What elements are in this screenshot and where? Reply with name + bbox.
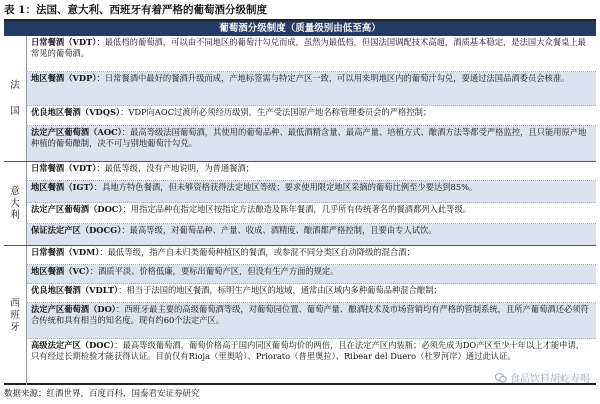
country-char: 西 [10,297,20,309]
grade-text: ：相当于法国的地区餐酒，标明生产地区的地域，通常由区域内多种葡萄品种混合酿制； [118,285,442,295]
country-char: 班 [10,309,20,321]
grade-text: ：西班牙最主要的高级葡萄酒等级，对葡萄园位置、葡萄产量、酿酒技术及市场营销均有严格的管制系统，且所产葡萄酒还必须符合传统和具有相当的知名度。现有约60个法定产区。 [31,304,589,326]
grade-title: 日常餐酒（VDM） [31,247,100,257]
grade-title: 法定产区葡萄酒（DO） [31,304,116,314]
table-row [27,126,596,161]
table-row [27,181,596,203]
grade-title: 保证法定产区（DOCG） [31,225,122,235]
grade-title: 优良地区餐酒（VDLT） [31,285,119,295]
grade-title: 地区餐酒（VC） [31,266,90,276]
grade-text: ：用指定品种在指定地区按指定方法酿造及陈年餐酒，几乎所有传统著名的餐酒都列入此等级。 [122,204,472,214]
table-row [27,72,596,106]
country-char: 牙 [10,321,20,333]
wechat-icon [495,373,507,383]
classification-table [4,19,596,385]
grade-title: 日常餐酒（VDT） [31,37,97,47]
grade-title: 优良地区餐酒（VDQS） [31,107,121,117]
country-char: 国 [10,105,20,117]
section-rows [27,36,596,161]
grade-text: ：日常餐酒中最好的餐酒升级而成，产地标签需与特定产区一致，可以用来明地区内的葡萄汁勾兑，要通过法国品酒委员会核准。 [96,73,570,83]
table-row [27,284,596,303]
grade-title: 地区餐酒（VDP） [31,73,97,83]
country-char: 意 [10,185,20,197]
table-row [27,203,596,224]
watermark [495,370,590,385]
table-row [27,246,596,265]
table-title: 表 1：法国、意大利、西班牙有着严格的葡萄酒分级制度 [4,4,267,16]
country-label-italy [4,162,27,245]
table-row [27,265,596,284]
grade-text: ：最高等级法国葡萄酒，其使用的葡萄品种、最低酒精含量、最高产量、培植方式、酿酒方法等都受严格监控，且只能用原产地种植的葡萄酿制，决不可与别地葡萄汁勾兑。 [31,127,587,149]
table-header: 葡萄酒分级制度（质量级别由低至高） [4,21,596,36]
country-label-france [4,36,27,161]
grade-text: ：酒质平淡、价格低廉，要标出葡萄产区，但没有生产方面的规定。 [89,266,339,276]
table-row [27,106,596,126]
section-italy [4,162,596,246]
grade-text: ：最低档的葡萄酒，可以由不同地区的葡萄汁勾兑而成，虽然为最低档，但国法国调配技术高超，酒质基本稳定，是法国大众餐桌上最常见的葡萄酒。 [31,37,586,59]
grade-title: 法定产区葡萄酒（DOC） [31,204,123,214]
table-row [27,224,596,245]
table-row [27,36,596,72]
grade-title: 日常餐酒（VDT） [31,163,97,173]
grade-text: ：最高等级葡萄酒，葡萄价格高于国内同区葡萄均价的两倍，且在法定产区内装瓶；必须先成为DO产区至少十年以上才能申请，只有经过长期检验才能获得认证。目前仅有Rioja（里奥哈）、Priorato（普里奥拉）、Ribear del Duero（杜罗河岸）通过此认证。 [31,340,585,362]
grade-title: 高级法定产区（DOC） [31,340,115,350]
grade-text: ：最低等级，没有产地说明，为普通餐酒； [96,163,255,173]
country-char: 法 [10,79,20,91]
grade-title: 法定产区葡萄酒（AOC） [31,127,122,137]
country-char: 利 [10,209,20,221]
table-row [27,303,596,339]
country-char: 大 [10,197,20,209]
grade-title: 地区餐酒（IGT） [31,182,94,192]
data-source: 数据来源：红酒世界，百度百科，国泰君安证券研究 [4,389,200,399]
table-row [27,162,596,181]
grade-text: ：最高等级，对葡萄品种、产量、收成、酒精度、酿酒都严格控制，且要由专人试饮。 [121,225,437,235]
grade-text: ：具地方特色餐酒，但未够资格获得法定地区等级；要求使用限定地区采摘的葡萄比例至少要达到85%。 [93,182,478,192]
watermark-text: 食品饮料胡屹寿喝 [510,374,590,385]
section-france [4,36,596,162]
grade-text: ：最低等级，指产自未归类葡萄种植区的餐酒，或参混不同分类区自动降级的混合酒； [99,247,415,257]
country-label-spain [4,246,27,385]
section-spain [4,246,596,385]
section-rows [27,162,596,245]
section-rows [27,246,596,385]
grade-text: ：VDP向AOC过渡所必须经历级别，生产受法国原产地名称管理委员会的严格控制； [120,107,432,117]
